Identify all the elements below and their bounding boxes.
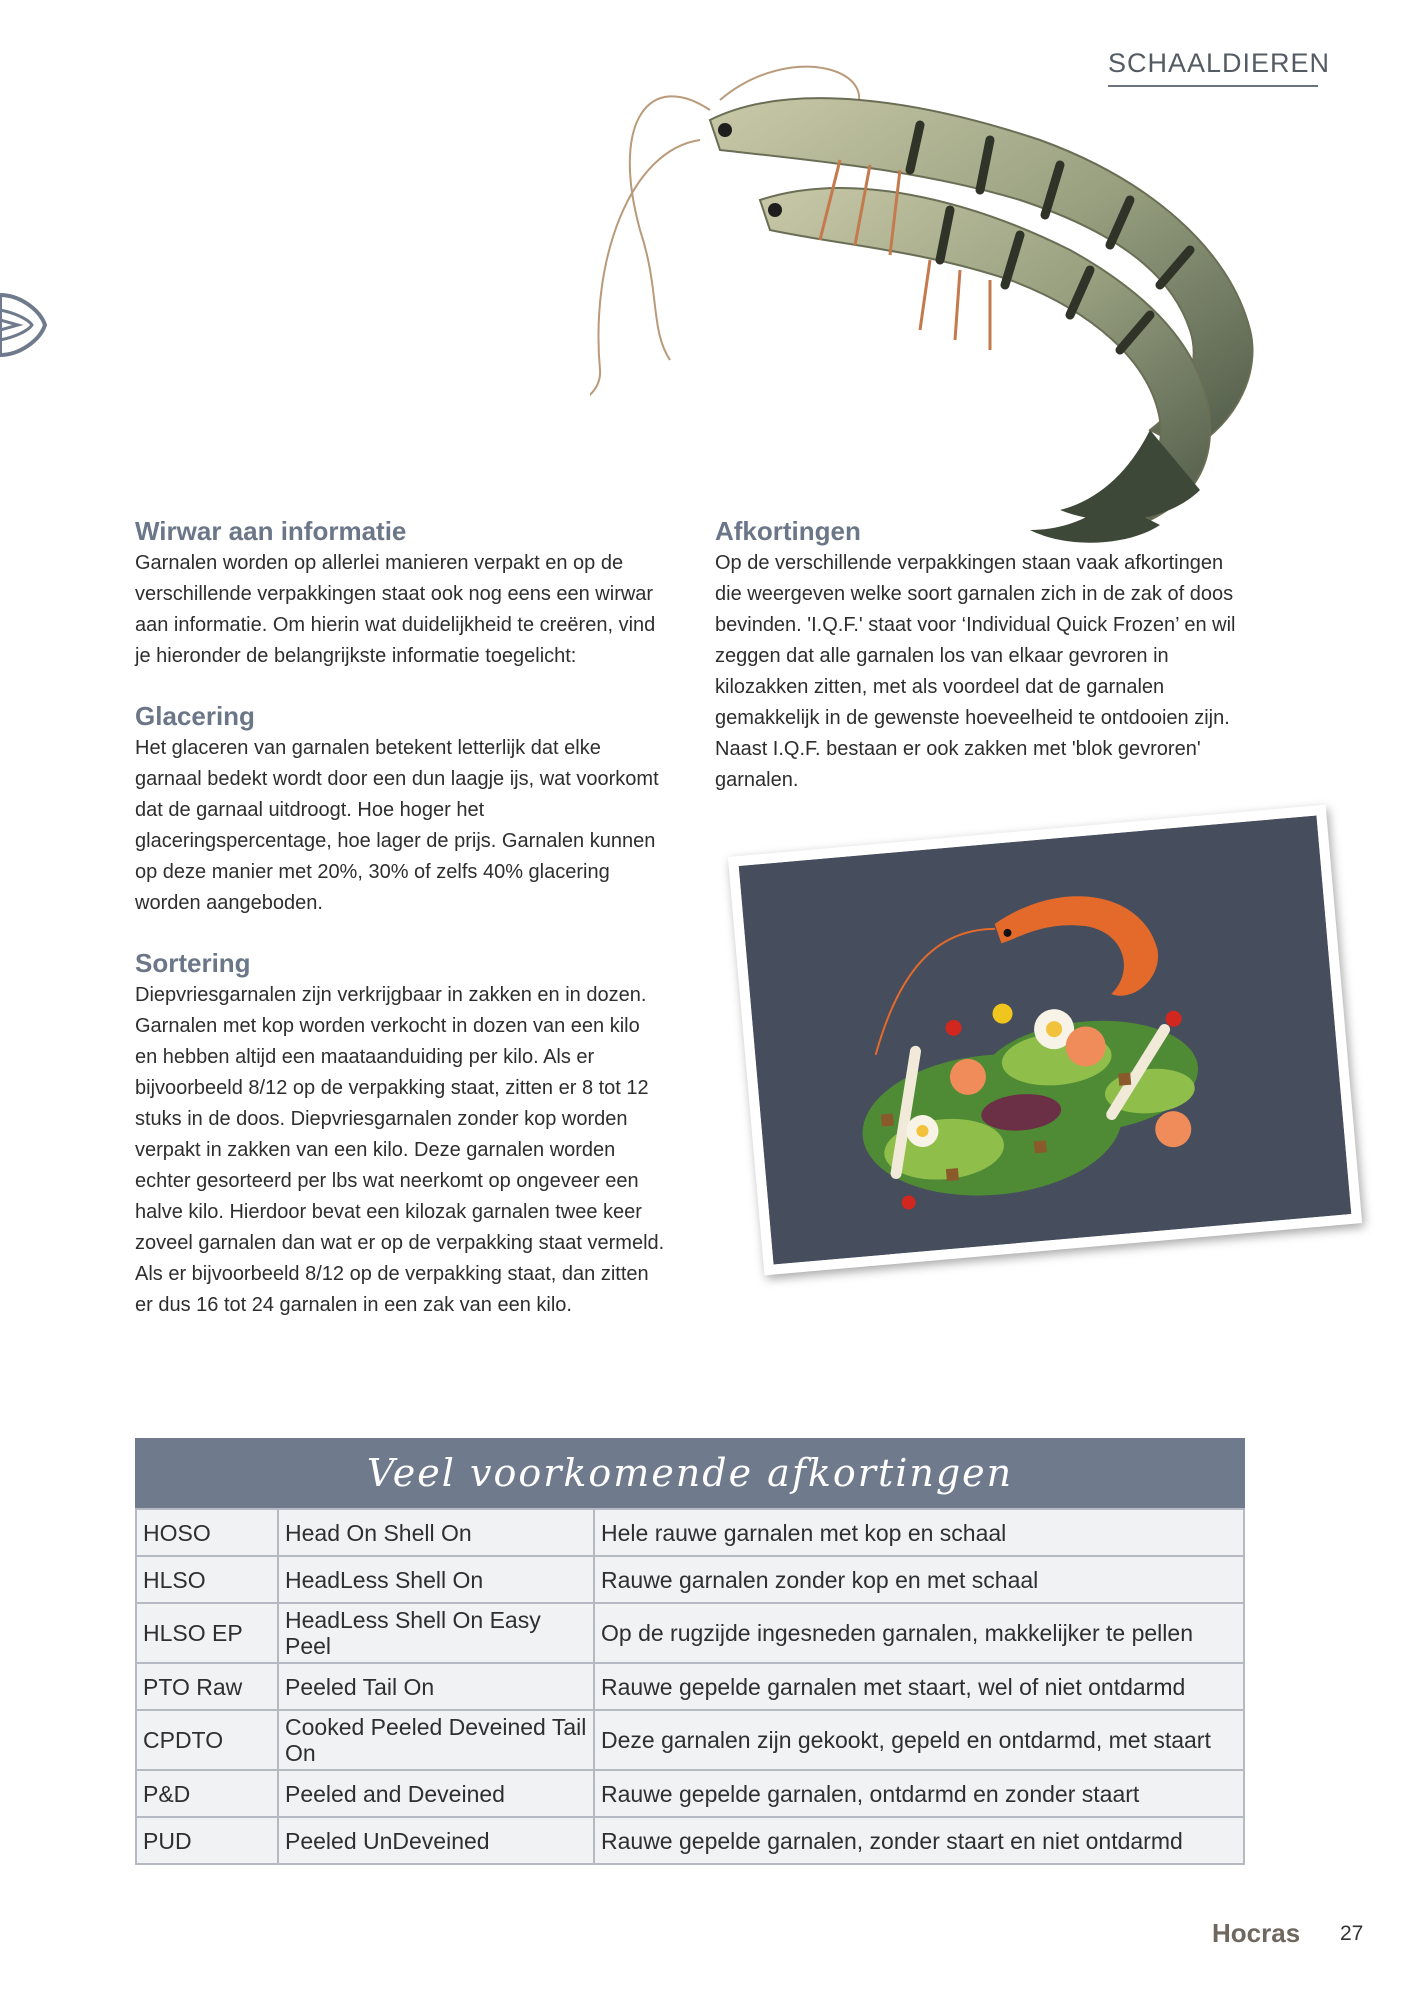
abbr-code: HLSO [136, 1556, 278, 1603]
abbreviations-grid [135, 1508, 1245, 1865]
right-column [715, 514, 1245, 823]
shrimp-salad-photo [728, 805, 1362, 1276]
table-row [136, 1603, 1244, 1663]
paragraph-glacering: Het glaceren van garnalen betekent letterlijk dat elke garnaal bedekt wordt door een dun laagje ijs, wat voorkomt dat de garnaal uitdroogt. Hoe hoger het glaceringspercentage, hoe lager de prijs. Garnalen kunnen op deze manier met 20%, 30% of zelfs 40% glacering worden aangeboden. [135, 737, 659, 914]
abbr-name: Peeled UnDeveined [278, 1817, 594, 1864]
abbr-code: PUD [136, 1817, 278, 1864]
abbr-description: Rauwe gepelde garnalen met staart, wel of niet ontdarmd [594, 1663, 1244, 1710]
abbr-description: Deze garnalen zijn gekookt, gepeld en ontdarmd, met staart [594, 1710, 1244, 1770]
abbr-name: Peeled and Deveined [278, 1770, 594, 1817]
brand-logo: Hocras [1212, 1918, 1301, 1948]
page-number: 27 [1340, 1922, 1364, 1945]
left-column [135, 514, 665, 1348]
heading-glacering: Glacering [135, 701, 255, 731]
abbreviations-table [135, 1438, 1245, 1865]
table-row [136, 1509, 1244, 1556]
paragraph-afkortingen: Op de verschillende verpakkingen staan vaak afkortingen die weergeven welke soort garnalen zich in de zak of doos bevinden. 'I.Q.F.' staat voor ‘Individual Quick Frozen’ en wil zeggen dat alle garnalen los van elkaar gevroren in kilozakken zitten, met als voordeel dat de garnalen gemakkelijk in de gewenste hoeveelheid te ontdooien zijn. Naast I.Q.F. bestaan er ook zakken met 'blok gevroren' garnalen. [715, 552, 1236, 791]
abbr-description: Rauwe gepelde garnalen, ontdarmd en zonder staart [594, 1770, 1244, 1817]
abbr-name: HeadLess Shell On Easy Peel [278, 1603, 594, 1663]
abbr-name: Cooked Peeled Deveined Tail On [278, 1710, 594, 1770]
abbr-name: Head On Shell On [278, 1509, 594, 1556]
paragraph-sortering: Diepvriesgarnalen zijn verkrijgbaar in zakken en in dozen. Garnalen met kop worden verkocht in dozen van een kilo en hebben altijd een maataanduiding per kilo. Als er bijvoorbeeld 8/12 op de verpakking staat, zitten er 8 tot 12 stuks in de doos. Diepvriesgarnalen zonder kop worden verpakt in zakken van een kilo. Deze garnalen worden echter gesorteerd per lbs wat neerkomt op ongeveer een halve kilo. Hierdoor bevat een kilozak garnalen twee keer zoveel garnalen dan wat er op de verpakking staat vermeld. Als er bijvoorbeeld 8/12 op de verpakking staat, dan zitten er dus 16 tot 24 garnalen in een zak van een kilo. [135, 984, 665, 1316]
abbr-code: CPDTO [136, 1710, 278, 1770]
shrimp-salad-image [739, 815, 1352, 1264]
abbr-code: HLSO EP [136, 1603, 278, 1663]
fish-tail-decoration [0, 285, 50, 365]
heading-wirwar: Wirwar aan informatie [135, 516, 407, 546]
paragraph-wirwar: Garnalen worden op allerlei manieren verpakt en op de verschillende verpakkingen staat ook nog eens een wirwar aan informatie. Om hierin wat duidelijkheid te creëren, vind je hieronder de belangrijkste informatie toegelicht: [135, 552, 656, 667]
shrimp-hero-image [590, 30, 1350, 550]
abbr-name: Peeled Tail On [278, 1663, 594, 1710]
abbr-description: Rauwe gepelde garnalen, zonder staart en niet ontdarmd [594, 1817, 1244, 1864]
table-row [136, 1663, 1244, 1710]
table-row [136, 1710, 1244, 1770]
table-row [136, 1556, 1244, 1603]
abbr-description: Op de rugzijde ingesneden garnalen, makkelijker te pellen [594, 1603, 1244, 1663]
abbr-name: HeadLess Shell On [278, 1556, 594, 1603]
section-label: SCHAALDIEREN [1108, 48, 1318, 87]
abbr-description: Rauwe garnalen zonder kop en met schaal [594, 1556, 1244, 1603]
heading-afkortingen: Afkortingen [715, 516, 861, 546]
table-row [136, 1770, 1244, 1817]
abbr-code: PTO Raw [136, 1663, 278, 1710]
heading-sortering: Sortering [135, 948, 251, 978]
abbr-code: HOSO [136, 1509, 278, 1556]
abbr-code: P&D [136, 1770, 278, 1817]
table-title: Veel voorkomende afkortingen [135, 1438, 1245, 1508]
table-row [136, 1817, 1244, 1864]
abbr-description: Hele rauwe garnalen met kop en schaal [594, 1509, 1244, 1556]
